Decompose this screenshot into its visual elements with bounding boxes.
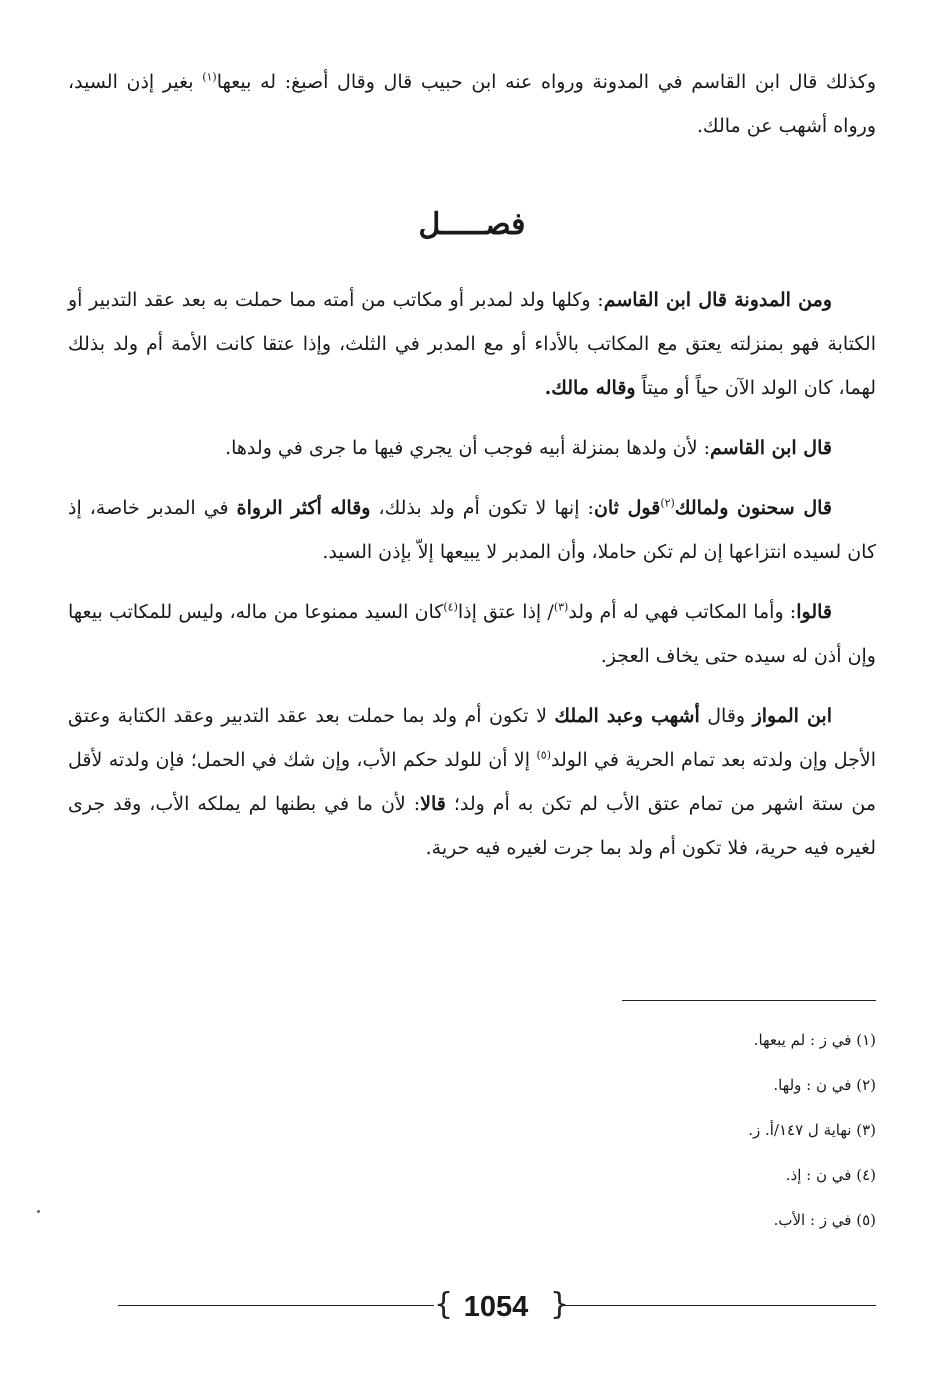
page-footer bbox=[0, 1285, 944, 1335]
p4-bold-b: قول ثان bbox=[593, 497, 661, 519]
paragraph-3 bbox=[68, 426, 876, 470]
footer-brace-left: { bbox=[434, 1287, 454, 1322]
footnote-item: (٢) في ن : ولها. bbox=[773, 1076, 876, 1094]
footnote-divider bbox=[622, 1000, 876, 1001]
p4-bold-d: وقاله أكثر الرواة bbox=[236, 497, 371, 519]
p2-bold-a: ومن المدونة قال ابن القاسم bbox=[603, 289, 832, 311]
footnote-item: (١) في ز : لم يبعها. bbox=[753, 1031, 876, 1049]
footer-rule-right bbox=[562, 1305, 876, 1306]
paragraph-1 bbox=[68, 60, 876, 148]
p4-text-c: : إنها لا تكون أم ولد بذلك، bbox=[370, 497, 594, 519]
p3-bold-a: قال ابن القاسم bbox=[710, 437, 832, 459]
p6-text-d: لا تكون أم ولد بما حملت بعد عقد التدبير وعقد الكتابة وعتق الأجل وإن ولدته بعد تمام الحرية في الولد bbox=[68, 705, 877, 771]
paragraph-2 bbox=[68, 278, 876, 410]
footnote-ref-1[interactable]: (١) bbox=[202, 70, 217, 84]
p6-bold-a: ابن المواز bbox=[752, 705, 832, 727]
p5-text-c: / إذا عتق إذا bbox=[457, 601, 554, 623]
p5-text-b: : وأما المكاتب فهي له أم ولد bbox=[568, 601, 797, 623]
p6-bold-f: قالا bbox=[420, 793, 446, 815]
scan-speck bbox=[37, 1210, 40, 1213]
footnote-ref-5[interactable]: (٥) bbox=[536, 748, 551, 762]
p4-text-e: في المدبر خاصة، إذ كان لسيده انتزاعها إن لم تكن حاملا، وأن المدبر لا يبيعها إلاّ بإذن السيد. bbox=[68, 497, 876, 563]
p6-bold-c: أشهب وعبد الملك bbox=[554, 705, 700, 727]
footnote-ref-2[interactable]: (٢) bbox=[660, 496, 675, 510]
paragraph-6 bbox=[68, 694, 876, 870]
paragraph-5 bbox=[68, 590, 876, 678]
footnote-ref-3[interactable]: (٣) bbox=[553, 600, 569, 614]
p6-text-e: إلا أن للولد حكم الأب، وإن شك في الحمل؛ فإن ولدته لأقل من ستة اشهر من تمام عتق الأب لم تكن به أم ولد؛ bbox=[68, 749, 876, 815]
p1-text-b: بغير إذن السيد، ورواه أشهب عن مالك. bbox=[68, 71, 876, 137]
footer-brace-right: } bbox=[550, 1287, 570, 1322]
footnote-item: (٣) نهاية ل ١٤٧/أ. ز. bbox=[748, 1121, 876, 1139]
footer-rule-left bbox=[118, 1305, 434, 1306]
footnote-item: (٥) في ز : الأب. bbox=[773, 1211, 876, 1229]
p2-bold-c: وقاله مالك. bbox=[544, 377, 636, 399]
footnotes bbox=[476, 1018, 876, 1243]
main-text bbox=[68, 60, 876, 886]
footnote-item: (٤) في ن : إذ. bbox=[785, 1166, 876, 1184]
p2-text-b: : وكلها ولد لمدبر أو مكاتب من أمته مما حملت به بعد عقد التدبير أو الكتابة فهو بمنزلته يعتق مع المكاتب بالأداء أو مع المدبر في الثلث، وإذا عتقا كانت الأمة أم ولد بذلك لهما، كان الولد الآن حياً أو ميتاً bbox=[68, 289, 876, 399]
p6-text-b: وقال bbox=[699, 705, 753, 727]
p3-text-b: : لأن ولدها بمنزلة أبيه فوجب أن يجري فيها ما جرى في ولدها. bbox=[225, 437, 711, 459]
p5-bold-a: قالوا bbox=[796, 601, 832, 623]
page-number: 1054 bbox=[463, 1291, 529, 1323]
p6-text-g: : لأن ما في بطنها لم يملكه الأب، وقد جرى لغيره فيه حرية، فلا تكون أم ولد بما جرت لغيره فيه حرية. bbox=[68, 793, 876, 859]
p4-bold-a: قال سحنون ولمالك bbox=[674, 497, 832, 519]
p1-text-a: وكذلك قال ابن القاسم في المدونة ورواه عنه ابن حبيب قال وقال أصبغ: له بيعها bbox=[216, 71, 876, 93]
footnote-ref-4[interactable]: (٤) bbox=[443, 600, 458, 614]
section-heading: فصـــــل bbox=[418, 207, 526, 242]
paragraph-4 bbox=[68, 486, 876, 574]
p5-text-d: كان السيد ممنوعا من ماله، وليس للمكاتب بيعها وإن أذن له سيده حتى يخاف العجز. bbox=[68, 601, 876, 667]
